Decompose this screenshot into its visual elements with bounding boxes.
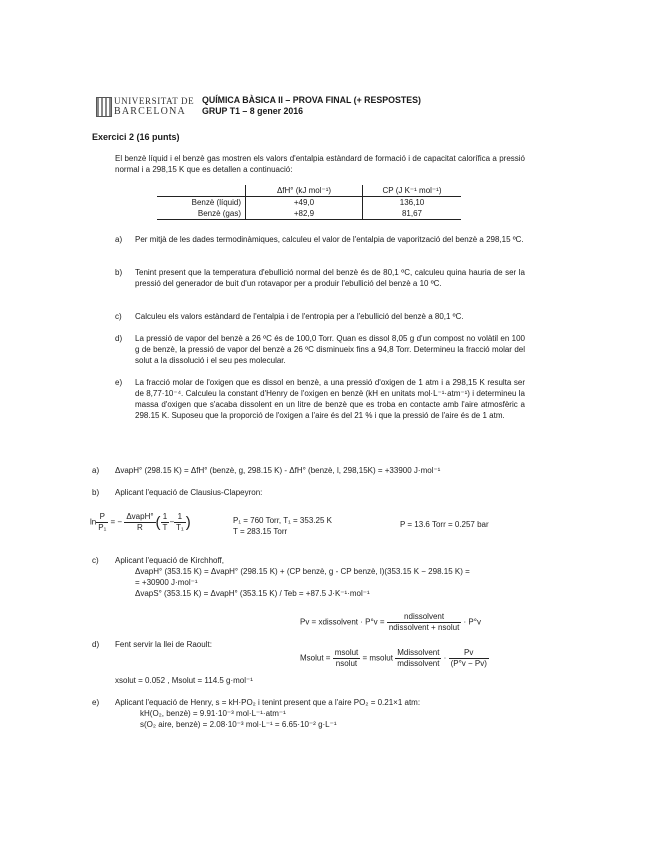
table-row bbox=[157, 208, 461, 220]
raoult-denominator: ndissolvent + nsolut bbox=[388, 623, 460, 632]
logo-text-line1: UNIVERSITAT DE bbox=[114, 96, 195, 106]
inverse-t1 bbox=[174, 512, 186, 533]
answer-e-label: e) bbox=[92, 698, 100, 707]
table-row bbox=[157, 197, 461, 209]
pressure-numerator: Pv bbox=[449, 648, 489, 659]
question-b bbox=[115, 267, 525, 289]
table-header-row bbox=[157, 185, 461, 197]
ln-symbol: ln bbox=[90, 517, 97, 527]
question-text: La fracció molar de l'oxigen que es dissol en benzè, a una pressió d'oxigen de 1 atm i a 298,15 K resulta ser de 8,77·10⁻⁴. Calculeu la constant d'Henry de l'oxigen en benzè (kH en unitats mol·L⁻¹·atm⁻¹) i determineu la massa d'oxigen que s'acaba dissolent en un litre de benzè que es troba en contacte amb l'aire atmosfèric a 298.15 K. Suposeu que la proporció de l'oxigen a l'aire és del 21 % i que la pressió de l'aire és de 1 atm. bbox=[135, 378, 525, 420]
inverse-t bbox=[161, 512, 170, 533]
inverse-t1-den: T₁ bbox=[176, 523, 184, 532]
question-label: d) bbox=[115, 334, 123, 343]
question-label: a) bbox=[115, 235, 123, 244]
exercise-title: Exercici 2 (16 punts) bbox=[92, 132, 180, 142]
inverse-t1-num: 1 bbox=[174, 512, 186, 523]
table-header-cell: CP (J K⁻¹ mol⁻¹) bbox=[363, 185, 462, 197]
minus-sign: − bbox=[117, 517, 123, 527]
question-label: e) bbox=[115, 378, 123, 387]
question-text: Per mitjà de les dades termodinàmiques, calculeu el valor de l'entalpia de vaporització del benzè a 298,15 ºC. bbox=[135, 235, 524, 244]
university-seal-icon bbox=[96, 97, 112, 117]
cc-values-line2: T = 283.15 Torr bbox=[233, 527, 288, 536]
question-text: La pressió de vapor del benzè a 26 ºC és de 100,0 Torr. Quan es dissol 8,05 g d'un compost no volàtil en 100 g de benzè, la pressió de vapor del benzè a 26 ºC disminueix fins a 94,8 Torr. Determineu la fracció molar del solut a la dissolució i el seu pes molecular. bbox=[135, 334, 525, 365]
raoult-tail: · P°v bbox=[463, 617, 481, 627]
exercise-intro: El benzè líquid i el benzè gas mostren els valors d'entalpia estàndard de formació i de capacitat calorífica a pressió normal i a 298,15 K que es detallen a continuació: bbox=[115, 154, 525, 174]
kirchhoff-line1: ΔvapH° (353.15 K) = ΔvapH° (298.15 K) + (CP benzè, g - CP benzè, l)(353.15 K − 298.15 K) = bbox=[135, 567, 470, 576]
molar-mass-lhs: Msolut = bbox=[300, 653, 331, 663]
clausius-clapeyron-equation: ln $\frac{P}{\text{P₁}}$ = − $\frac{\text{ΔvapH°}}{R}$ ( $\frac{1}{T}$ − $\frac{1}{\text{T₁}}$ ) bbox=[90, 512, 191, 532]
question-label: b) bbox=[115, 268, 123, 277]
answer-b-intro: Aplicant l'equació de Clausius-Clapeyron: bbox=[115, 488, 263, 497]
answer-b-label: b) bbox=[92, 488, 100, 497]
raoult-fraction bbox=[387, 612, 462, 633]
enthalpy-numerator: ΔvapH° bbox=[126, 512, 154, 521]
question-text: Calculeu els valors estàndard de l'entalpia i de l'entropia per a l'ebullició del benzè a 80,1 ºC. bbox=[135, 312, 464, 321]
gas-constant: R bbox=[137, 523, 143, 532]
mass-numerator: msolut bbox=[334, 648, 359, 657]
raoult-equation bbox=[300, 612, 481, 633]
answer-c-intro: Aplicant l'equació de Kirchhoff, bbox=[115, 556, 225, 565]
pressure-fraction bbox=[449, 648, 489, 669]
cc-result: P = 13.6 Torr = 0.257 bar bbox=[400, 520, 489, 529]
open-paren: ( bbox=[155, 514, 161, 531]
moles-denominator: nsolut bbox=[335, 659, 358, 668]
ratio-denominator: P₁ bbox=[98, 523, 107, 532]
table-cell: +82,9 bbox=[246, 208, 363, 220]
question-label: c) bbox=[115, 312, 122, 321]
thermo-data-table bbox=[157, 185, 461, 220]
cc-values-line1: P₁ = 760 Torr, T₁ = 353.25 K bbox=[233, 516, 332, 525]
pressure-denominator: (P°v − Pv) bbox=[450, 659, 487, 668]
raoult-numerator: ndissolvent bbox=[387, 612, 462, 623]
solvent-ratio bbox=[395, 648, 441, 669]
logo-text-line2: BARCELONA bbox=[114, 106, 186, 117]
inverse-t-den: T bbox=[162, 523, 168, 532]
molar-mass-equation: Msolut = $\frac{\text{msolut}}{\text{nsolut}}$ = msolut $\frac{\text{Mdissolvent}}{\text{mdissolvent}}$ · $\frac{Pv}{(P^\circ v - Pv)}$ bbox=[300, 648, 487, 668]
enthalpy-over-r bbox=[124, 512, 155, 533]
answer-d-result: xsolut = 0.052 , Msolut = 114.5 g·mol⁻¹ bbox=[115, 676, 253, 685]
ratio-numerator: P bbox=[96, 512, 108, 523]
table-cell: 81,67 bbox=[363, 208, 462, 220]
inverse-t-num: 1 bbox=[161, 512, 170, 523]
document-title: QUÍMICA BÀSICA II – PROVA FINAL (+ RESPOSTES) bbox=[202, 95, 421, 105]
table-cell: 136,10 bbox=[399, 198, 425, 207]
question-text: Tenint present que la temperatura d'ebullició normal del benzè és de 80,1 ºC, calculeu quina hauria de ser la pressió del generador de buit d'un rotavapor per a produir l'ebullició del benzè a 10 ºC. bbox=[135, 268, 525, 288]
solvent-mass: mdissolvent bbox=[397, 659, 440, 668]
question-c bbox=[115, 311, 525, 322]
document-subtitle: GRUP T1 – 8 gener 2016 bbox=[202, 106, 304, 116]
molar-mass-eq: = msolut bbox=[362, 653, 393, 663]
table-cell: Benzè (gas) bbox=[157, 208, 246, 220]
raoult-lhs: Pv = xdissolvent · P°v = bbox=[300, 617, 385, 627]
henry-constant: kH(O₂, benzè) = 9.91·10⁻³ mol·L⁻¹·atm⁻¹ bbox=[140, 709, 286, 718]
equals-sign: = bbox=[110, 517, 116, 527]
answer-e-intro: Aplicant l'equació de Henry, s = kH·PO₂ i tenint present que a l'aire PO₂ = 0.21×1 atm: bbox=[115, 698, 421, 707]
table-cell: Benzè (líquid) bbox=[191, 198, 241, 207]
close-paren: ) bbox=[185, 514, 191, 531]
kirchhoff-line2: = +30900 J·mol⁻¹ bbox=[135, 578, 198, 587]
table-header-cell: ΔfH° (kJ mol⁻¹) bbox=[246, 185, 363, 197]
pressure-ratio bbox=[96, 512, 108, 533]
answer-d-label: d) bbox=[92, 640, 100, 649]
kirchhoff-line3: ΔvapS° (353.15 K) = ΔvapH° (353.15 K) / Teb = +87.5 J·K⁻¹·mol⁻¹ bbox=[135, 589, 370, 598]
oxygen-solubility: s(O₂ aire, benzè) = 2.08·10⁻³ mol·L⁻¹ = 6.65·10⁻² g·L⁻¹ bbox=[140, 720, 337, 729]
answer-c-label: c) bbox=[92, 556, 99, 565]
question-d bbox=[115, 333, 525, 366]
mass-over-moles bbox=[333, 648, 361, 669]
question-e bbox=[115, 377, 525, 421]
table-cell: +49,0 bbox=[246, 197, 363, 209]
university-logo bbox=[96, 96, 196, 118]
answer-a-label: a) bbox=[92, 466, 100, 475]
table-header-cell bbox=[157, 185, 246, 197]
answer-d-intro: Fent servir la llei de Raoult: bbox=[115, 640, 212, 649]
solvent-molar-mass: Mdissolvent bbox=[397, 648, 440, 657]
question-a bbox=[115, 234, 525, 245]
answer-a-text: ΔvapH° (298.15 K) = ΔfH° (benzè, g, 298.15 K) - ΔfH° (benzè, l, 298,15K) = +33900 J·mol⁻¹ bbox=[115, 466, 441, 475]
